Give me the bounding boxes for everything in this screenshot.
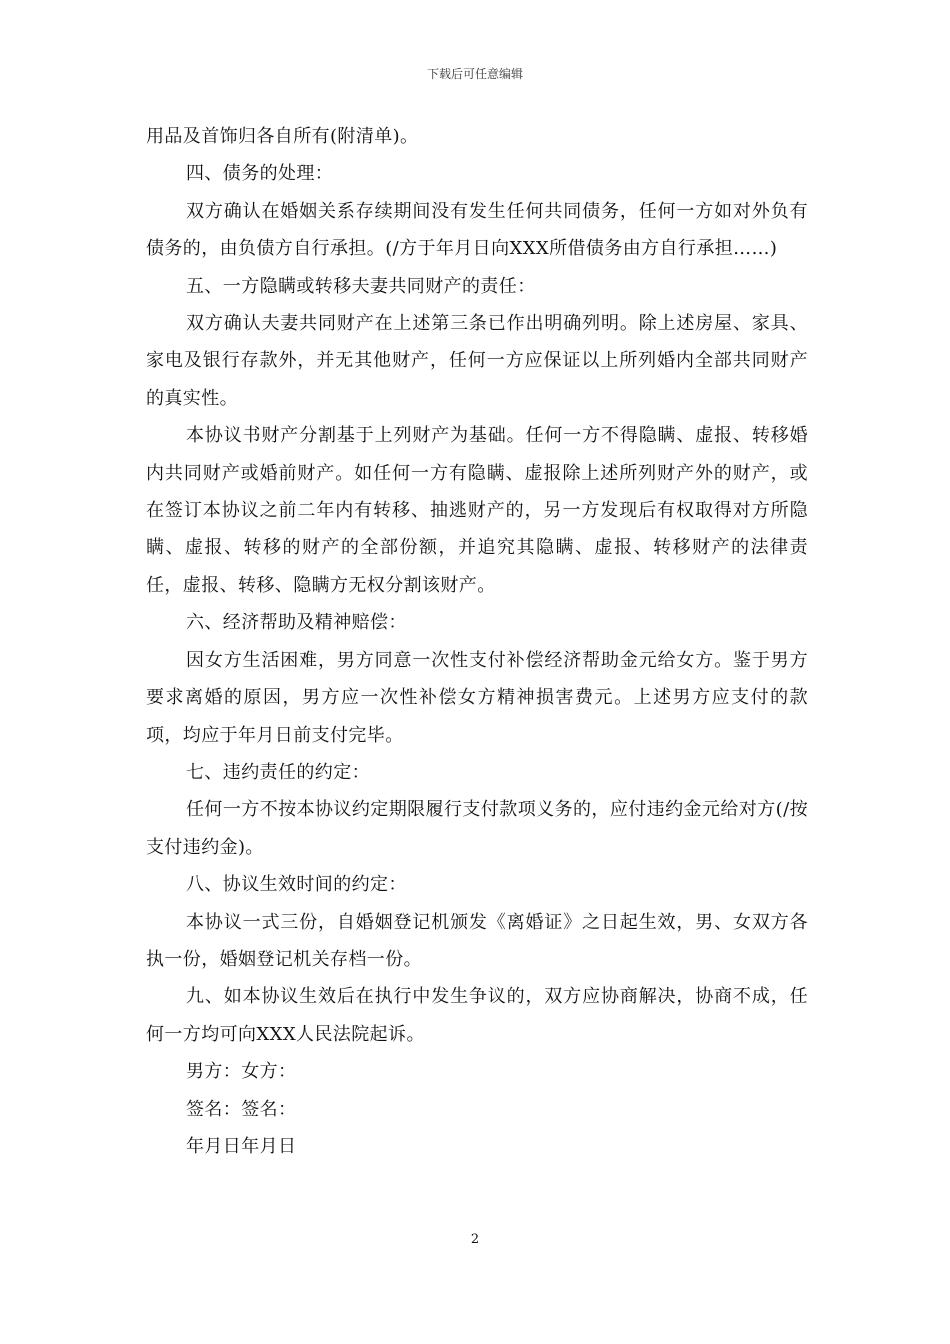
section-heading-effective: 八、协议生效时间的约定： bbox=[186, 874, 407, 896]
section-heading-compensation: 六、经济帮助及精神赔偿： bbox=[186, 612, 407, 634]
paragraph-disputes: 九、如本协议生效后在执行中发生争议的，双方应协商解决，协商不成，任何一方均可向XXX人民法院起诉。 bbox=[146, 986, 808, 1045]
section-heading-concealment: 五、一方隐瞒或转移夫妻共同财产的责任： bbox=[186, 275, 536, 297]
paragraph-breach: 任何一方不按本协议约定期限履行支付款项义务的，应付违约金元给对方(/按支付违约金)。 bbox=[146, 799, 808, 858]
section-heading-debts: 四、债务的处理： bbox=[186, 163, 334, 185]
paragraph-effective: 本协议一式三份，自婚姻登记机颁发《离婚证》之日起生效，男、女双方各执一份，婚姻登记机关存档一份。 bbox=[146, 911, 808, 970]
paragraph-compensation: 因女方生活困难，男方同意一次性支付补偿经济帮助金元给女方。鉴于男方要求离婚的原因，男方应一次性补偿女方精神损害费元。上述男方应支付的款项，均应于年月日前支付完毕。 bbox=[146, 649, 808, 746]
paragraph-property-division: 本协议书财产分割基于上列财产为基础。任何一方不得隐瞒、虚报、转移婚内共同财产或婚前财产。如任何一方有隐瞒、虚报除上述所列财产外的财产，或在签订本协议之前二年内有转移、抽逃财产的，另一方发现后有权取得对方所隐瞒、虚报、转移的财产的全部份额，并追究其隐瞒、虚报、转移财产的法律责任，虚报、转移、隐瞒方无权分割该财产。 bbox=[146, 425, 808, 596]
document-body bbox=[146, 118, 808, 1165]
signature-parties: 男方：女方： bbox=[186, 1061, 297, 1083]
page-number: 2 bbox=[470, 1232, 480, 1247]
section-heading-breach: 七、违约责任的约定： bbox=[186, 761, 370, 783]
paragraph-continuation: 用品及首饰归各自所有(附清单)。 bbox=[146, 126, 419, 147]
signature-dates: 年月日年月日 bbox=[186, 1135, 297, 1157]
paragraph-debts: 双方确认在婚姻关系存续期间没有发生任何共同债务，任何一方如对外负有债务的，由负债方自行承担。(/方于年月日向XXX所借债务由方自行承担……) bbox=[146, 200, 808, 260]
paragraph-property-confirmation: 双方确认夫妻共同财产在上述第三条已作出明确列明。除上述房屋、家具、家电及银行存款外，并无其他财产，任何一方应保证以上所列婚内全部共同财产的真实性。 bbox=[146, 313, 808, 409]
signature-names: 签名：签名： bbox=[186, 1098, 297, 1120]
page-header: 下载后可任意编辑 bbox=[426, 67, 523, 81]
